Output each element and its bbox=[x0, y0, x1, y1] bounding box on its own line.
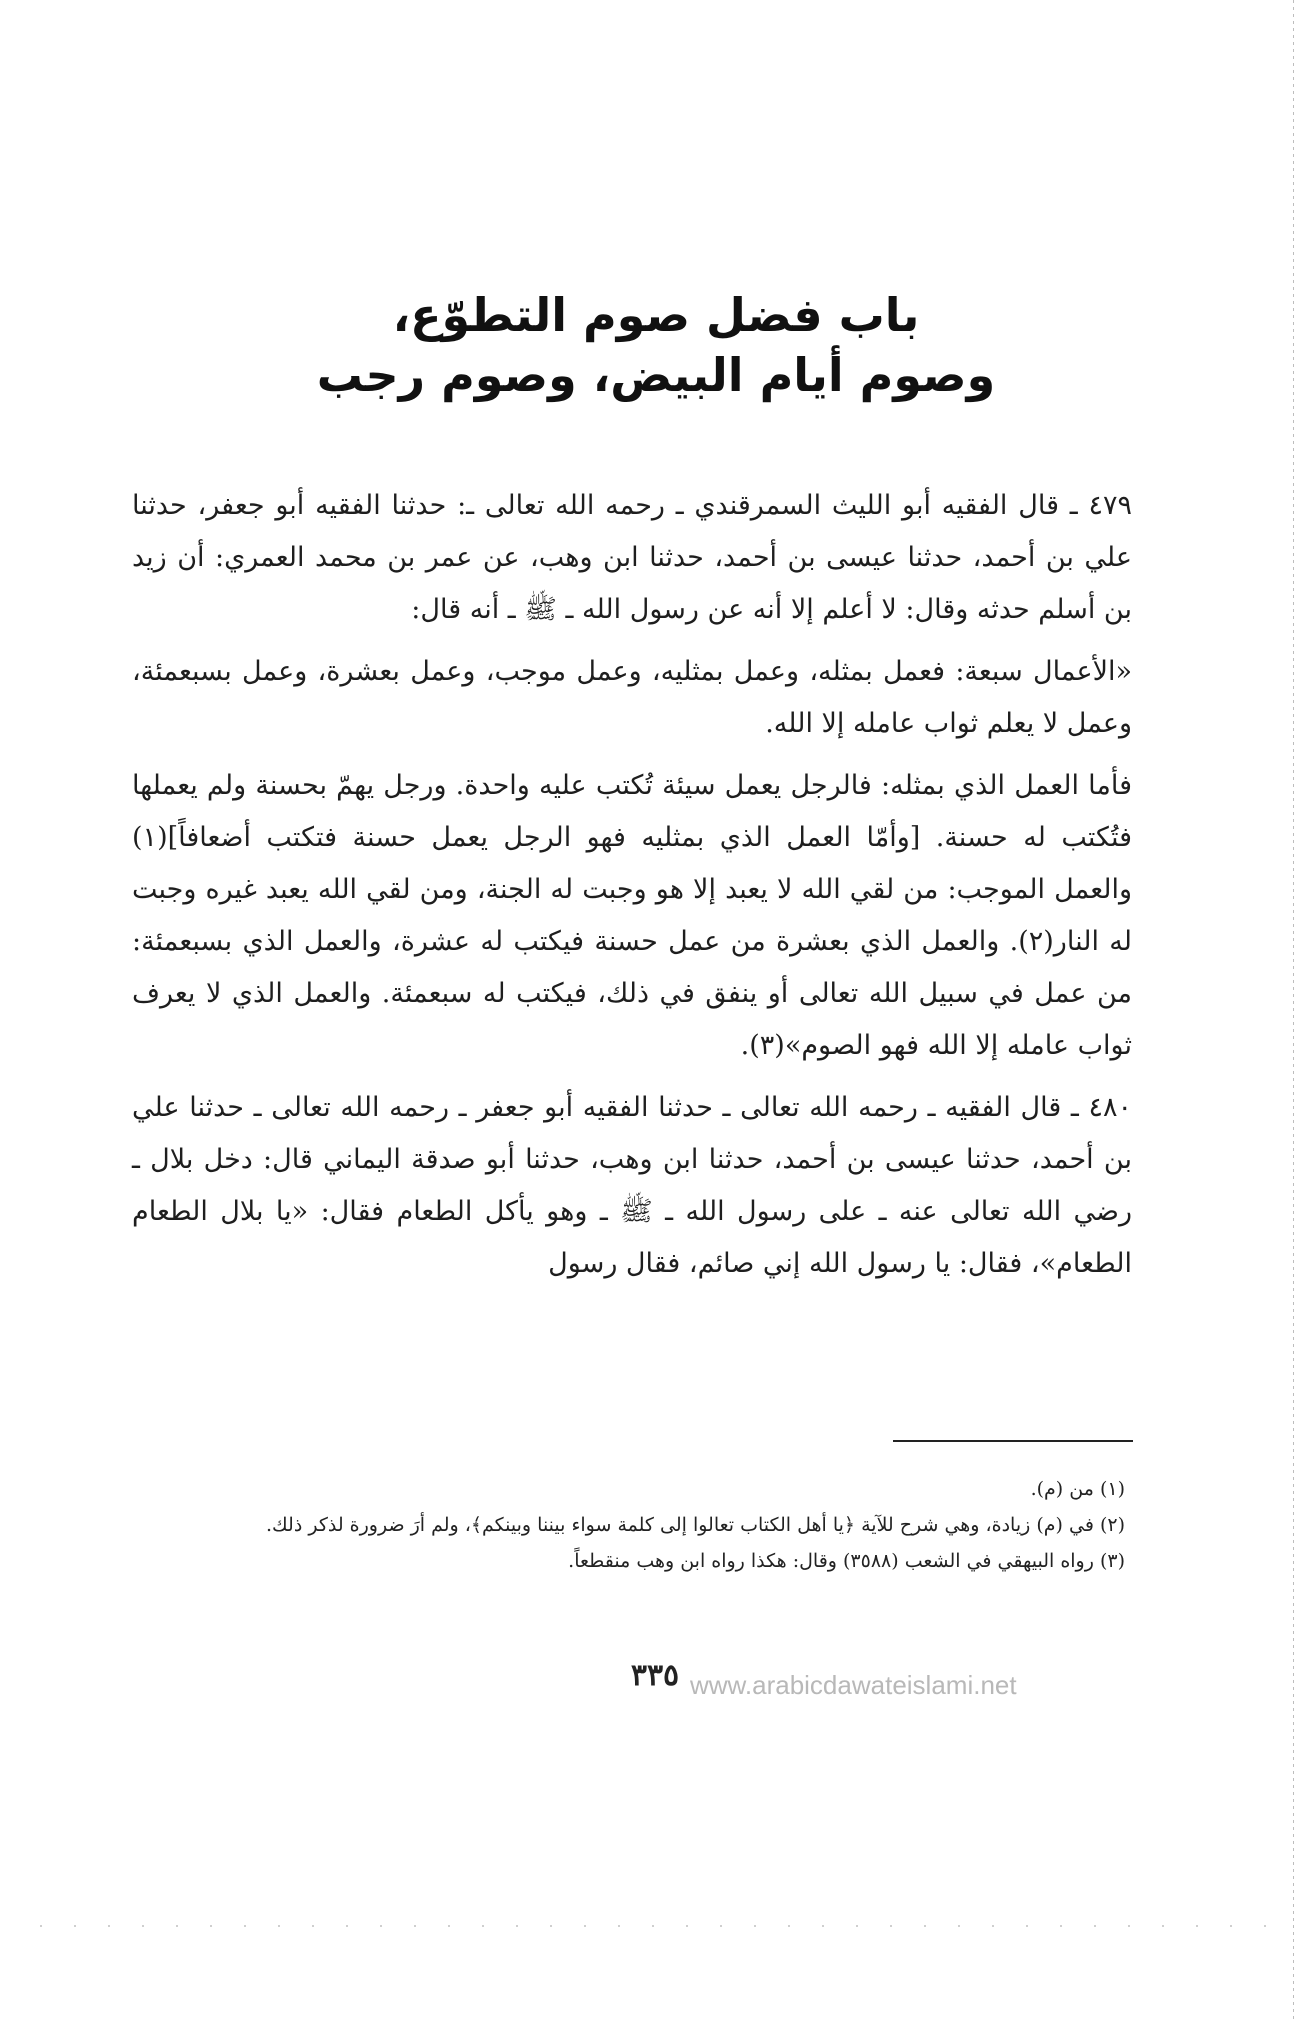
chapter-title bbox=[250, 285, 1062, 405]
scan-bottom-dots bbox=[40, 1925, 1272, 1927]
paragraph-hadith-479: ٤٧٩ ـ قال الفقيه أبو الليث السمرقندي ـ رحمه الله تعالى ـ: حدثنا الفقيه أبو جعفر، حدثنا علي بن أحمد، حدثنا عيسى بن أحمد، حدثنا ابن وهب، عن عمر بن محمد العمري: أن زيد بن أسلم حدثه وقال: لا أعلم إلا أنه عن رسول الله ـ ﷺ ـ أنه قال: bbox=[132, 490, 1132, 625]
chapter-title-line-2: وصوم أيام البيض، وصوم رجب bbox=[316, 348, 996, 402]
footnote-3: (٣) رواه البيهقي في الشعب (٣٥٨٨) وقال: هكذا رواه ابن وهب منقطعاً. bbox=[568, 1550, 1125, 1572]
footnote-separator bbox=[893, 1440, 1133, 1442]
scan-edge-line bbox=[1293, 0, 1294, 2023]
footnote-2: (٢) في (م) زيادة، وهي شرح للآية ﴿يا أهل الكتاب تعالوا إلى كلمة سواء بيننا وبينكم﴾، ولم أرَ ضرورة لذكر ذلك. bbox=[266, 1514, 1125, 1536]
footnote-1: (١) من (م). bbox=[1030, 1478, 1125, 1500]
paragraph-deeds-explanation: فأما العمل الذي بمثله: فالرجل يعمل سيئة تُكتب عليه واحدة. ورجل يهمّ بحسنة ولم يعملها فتُكتب له حسنة. [وأمّا العمل الذي بمثليه فهو الرجل يعمل حسنة فتكتب أضعافاً](١) والعمل الموجب: من لقي الله لا يعبد إلا هو وجبت له الجنة، ومن لقي الله يعبد غيره وجبت له النار(٢). والعمل الذي بعشرة من عمل حسنة فيكتب له عشرة، والعمل الذي بسبعمئة: من عمل في سبيل الله تعالى أو ينفق في ذلك، فيكتب له سبعمئة. والعمل الذي لا يعرف ثواب عامله إلا الله فهو الصوم»(٣). bbox=[132, 770, 1132, 1061]
main-text bbox=[132, 480, 1132, 1300]
page-number: ٣٣٥ bbox=[630, 1658, 680, 1693]
paragraph-seven-deeds: «الأعمال سبعة: فعمل بمثله، وعمل بمثليه، وعمل موجب، وعمل بعشرة، وعمل بسبعمئة، وعمل لا يعلم ثواب عامله إلا الله. bbox=[132, 656, 1132, 739]
website-watermark: www.arabicdawateislami.net bbox=[690, 1670, 1017, 1700]
paragraph-hadith-480: ٤٨٠ ـ قال الفقيه ـ رحمه الله تعالى ـ حدثنا الفقيه أبو جعفر ـ رحمه الله تعالى ـ حدثنا علي بن أحمد، حدثنا عيسى بن أحمد، حدثنا ابن وهب، حدثنا أبو صدقة اليماني قال: دخل بلال ـ رضي الله تعالى عنه ـ على رسول الله ـ ﷺ ـ وهو يأكل الطعام فقال: «يا بلال الطعام الطعام»، فقال: يا رسول الله إني صائم، فقال رسول bbox=[132, 1092, 1132, 1279]
chapter-title-line-1: باب فضل صوم التطوّع، bbox=[392, 288, 920, 342]
footnotes bbox=[135, 1474, 1125, 1582]
